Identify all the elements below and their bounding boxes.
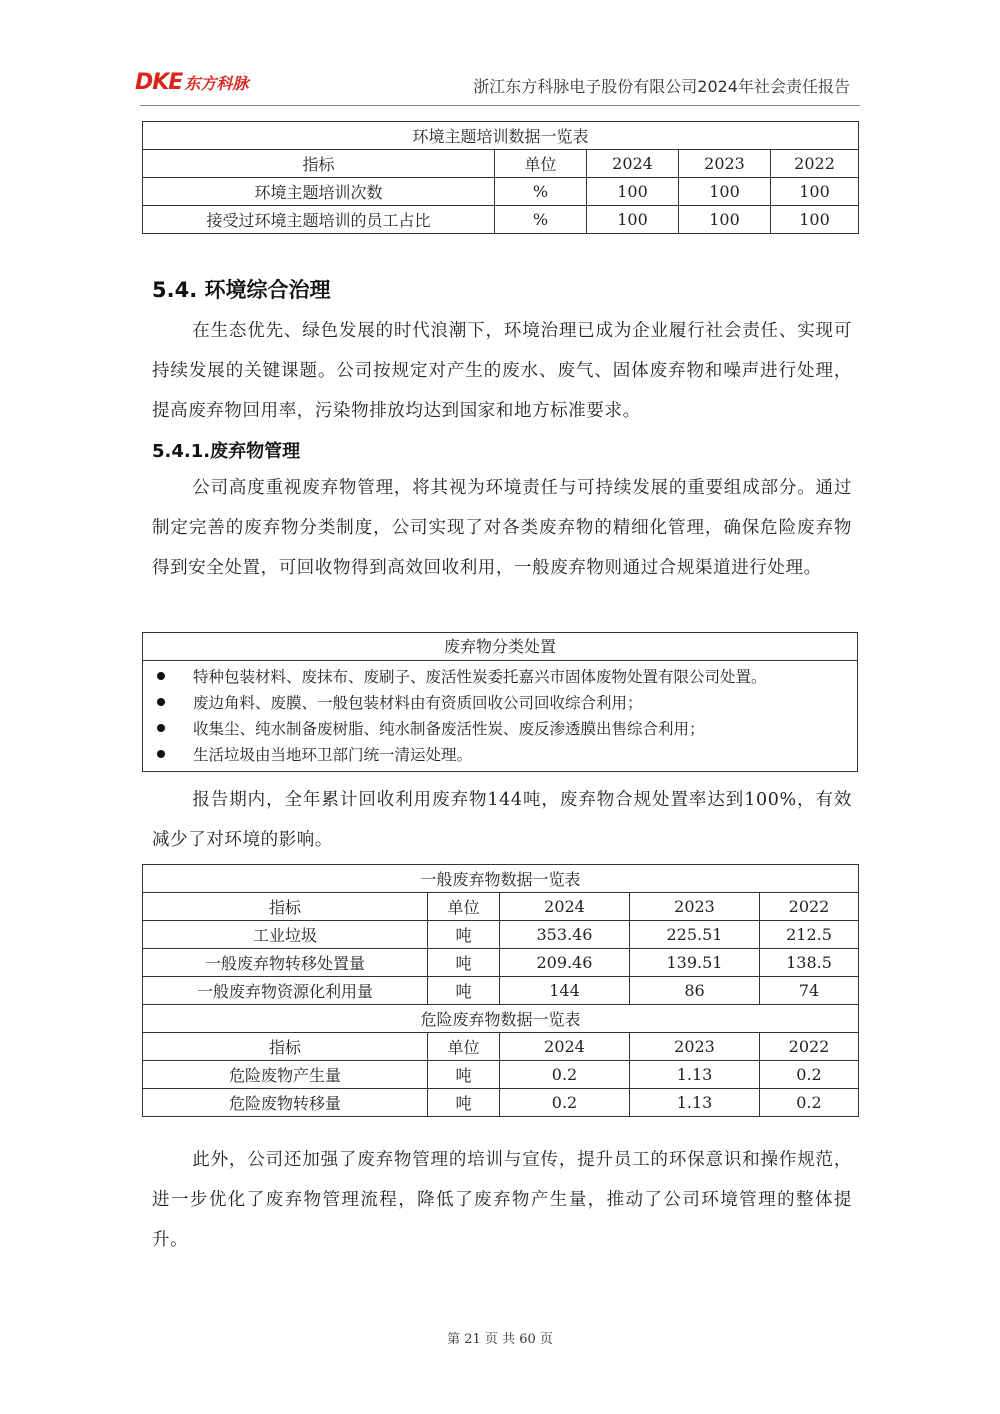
section-intro: 在生态优先、绿色发展的时代浪潮下，环境治理已成为企业履行社会责任、实现可持续发展的关键课题。公司按规定对产生的废水、废气、固体废弃物和噪声进行处理，提高废弃物回用率，污染物排放均达到国家和地方标准要求。 [152,321,852,421]
table-caption: 环境主题培训数据一览表 [143,122,859,150]
list-item: 废边角料、废膜、一般包装材料由有资质回收公司回收综合利用； [143,689,857,715]
table-row [143,206,859,234]
table-header-row [143,150,859,178]
header-cell: 2024 [500,1033,630,1061]
header-cell: 单位 [428,1033,500,1061]
table-cell: 吨 [428,1061,500,1089]
subsection-title: 5.4.1.废弃物管理 [152,441,301,462]
table-cell: 吨 [428,921,500,949]
table-cell: 225.51 [630,921,760,949]
table-cell: % [495,206,587,234]
report-title: 浙江东方科脉电子股份有限公司2024年社会责任报告 [473,77,850,96]
list-item: 收集尘、纯水制备废树脂、纯水制备废活性炭、废反渗透膜出售综合利用； [143,715,857,741]
table-cell: 环境主题培训次数 [143,178,495,206]
header-divider [140,105,860,106]
table-cell: 100 [679,178,771,206]
table-cell: 一般废弃物转移处置量 [143,949,428,977]
header-cell: 2024 [587,150,679,178]
waste-paragraph-3: 此外，公司还加强了废弃物管理的培训与宣传，提升员工的环保意识和操作规范，进一步优化了废弃物管理流程，降低了废弃物产生量，推动了公司环境管理的整体提升。 [152,1150,852,1250]
header-cell: 指标 [143,150,495,178]
table-cell: 1.13 [630,1061,760,1089]
page-number: 第 21 页 共 60 页 [447,1332,553,1347]
table-cell: 100 [771,178,859,206]
table-cell: 144 [500,977,630,1005]
header-cell: 指标 [143,1033,428,1061]
bullet-icon [157,750,165,758]
table-row [143,921,859,949]
table-header-row [143,1033,859,1061]
table-header-row [143,893,859,921]
table-row [143,949,859,977]
table-cell: 138.5 [760,949,859,977]
table-cell: 100 [679,206,771,234]
table-cell: 74 [760,977,859,1005]
table-cell: 接受过环境主题培训的员工占比 [143,206,495,234]
table-row [143,977,859,1005]
table-cell: 吨 [428,949,500,977]
header-cell: 2022 [760,1033,859,1061]
table-cell: 100 [771,206,859,234]
table-cell: 吨 [428,977,500,1005]
table-cell: 0.2 [500,1089,630,1117]
table-cell: 一般废弃物资源化利用量 [143,977,428,1005]
logo-dke: DKE [135,69,183,95]
table-cell: 139.51 [630,949,760,977]
table-cell: 0.2 [760,1061,859,1089]
table-caption: 危险废弃物数据一览表 [143,1005,859,1033]
table-row [143,1089,859,1117]
table-cell: 353.46 [500,921,630,949]
header-cell: 2023 [679,150,771,178]
table-row [143,178,859,206]
table-row [143,1061,859,1089]
header-cell: 2024 [500,893,630,921]
bullet-icon [157,672,165,680]
table-caption: 一般废弃物数据一览表 [143,865,859,893]
list-item: 特种包装材料、废抹布、废刷子、废活性炭委托嘉兴市固体废物处置有限公司处置。 [143,663,857,689]
waste-data-table [142,864,859,1117]
bullet-icon [157,698,165,706]
header-cell: 2023 [630,1033,760,1061]
header-cell: 2023 [630,893,760,921]
table-cell: 100 [587,178,679,206]
waste-paragraph-2: 报告期内，全年累计回收利用废弃物144吨，废弃物合规处置率达到100%，有效减少了对环境的影响。 [152,790,852,850]
box-title: 废弃物分类处置 [143,633,857,661]
waste-paragraph-1: 公司高度重视废弃物管理，将其视为环境责任与可持续发展的重要组成部分。通过制定完善的废弃物分类制度，公司实现了对各类废弃物的精细化管理，确保危险废弃物得到安全处置，可回收物得到高效回收利用，一般废弃物则通过合规渠道进行处理。 [152,478,852,578]
waste-classification-box [142,632,858,772]
table-cell: 吨 [428,1089,500,1117]
section-title: 5.4. 环境综合治理 [152,278,331,302]
list-item: 生活垃圾由当地环卫部门统一清运处理。 [143,741,857,767]
table-cell: 危险废物产生量 [143,1061,428,1089]
table-cell: 0.2 [760,1089,859,1117]
table-cell: 209.46 [500,949,630,977]
table-cell: 工业垃圾 [143,921,428,949]
company-logo [135,70,248,94]
table-cell: 0.2 [500,1061,630,1089]
table-cell: 100 [587,206,679,234]
training-table [142,121,859,234]
logo-cn: 东方科脉 [184,73,249,93]
table-cell: 212.5 [760,921,859,949]
table-cell: 1.13 [630,1089,760,1117]
table-cell: % [495,178,587,206]
table-cell: 危险废物转移量 [143,1089,428,1117]
header-cell: 2022 [760,893,859,921]
header-cell: 单位 [428,893,500,921]
table-cell: 86 [630,977,760,1005]
header-cell: 单位 [495,150,587,178]
header-cell: 指标 [143,893,428,921]
header-cell: 2022 [771,150,859,178]
bullet-icon [157,724,165,732]
